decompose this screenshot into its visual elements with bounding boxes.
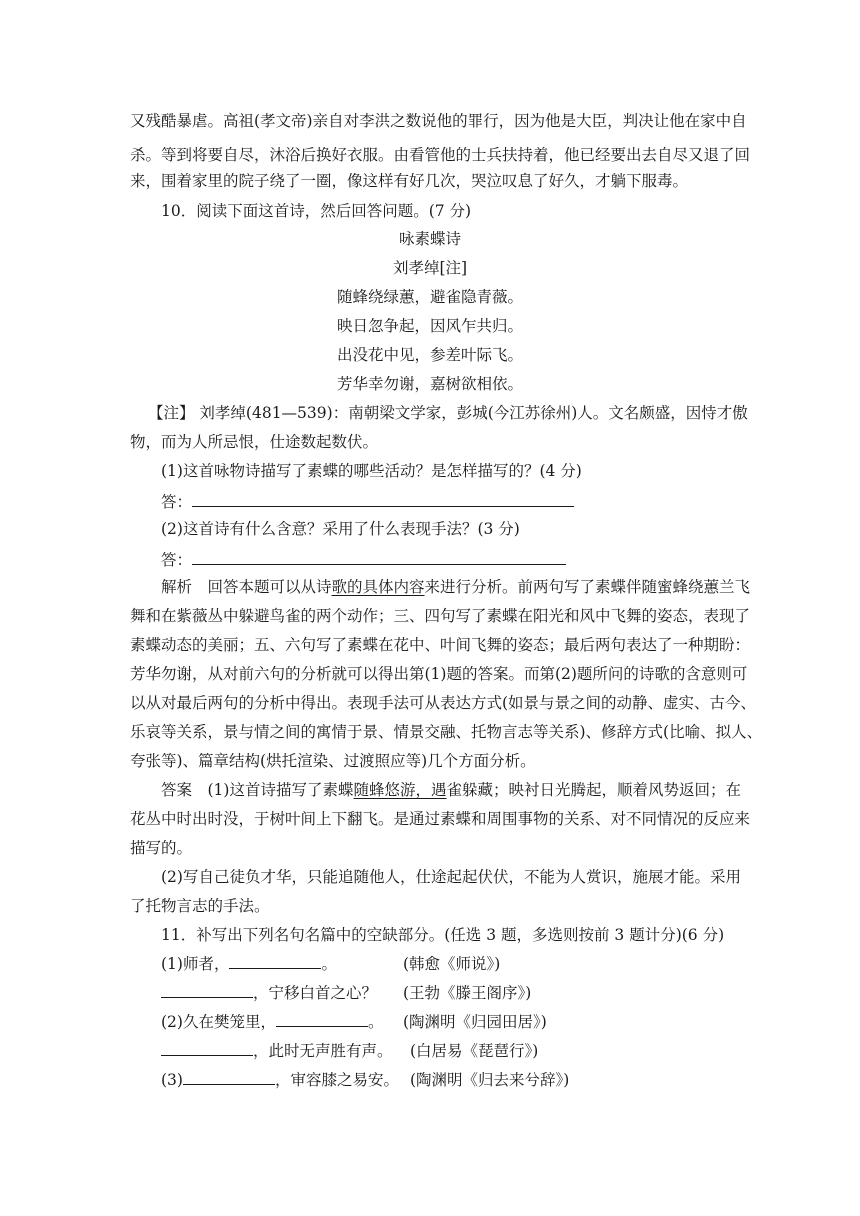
answer-text: 雀躲藏；映衬日光腾起，顺着风势返回；在 (446, 781, 741, 799)
q11-title: 11．补写出下列名句名篇中的空缺部分。(任选 3 题，多选则按前 3 题计分)(6 分) (161, 926, 725, 944)
item-post: ，审容膝之易安。 (274, 1071, 399, 1089)
q10-answer-1 (161, 490, 731, 512)
analysis-line-2: 舞和在紫薇丛中躲避鸟雀的两个动作；三、四句写了素蝶在阳光和风中飞舞的姿态，表现了 (130, 607, 751, 625)
answer-line-3: 描写的。 (130, 839, 193, 857)
item-pre: (2)久在樊笼里， (161, 1013, 276, 1031)
poem-line-3: 出没花中见，参差叶际飞。 (336, 346, 523, 364)
analysis-line-4: 芳华勿谢，从对前六句的分析就可以得出第(1)题的答案。而第(2)题所问的诗歌的含意则可 (130, 665, 748, 683)
intro-line-2: 杀。等到将要自尽，沐浴后换好衣服。由看管他的士兵扶持着，他已经要出去自尽又退了回 (130, 146, 751, 164)
poem-line-4: 芳华幸勿谢，嘉树欲相依。 (336, 375, 523, 393)
answer-label: 答： (161, 551, 193, 569)
item-post: ，宁移白首之心？ (253, 984, 378, 1002)
fill-blank[interactable] (229, 954, 321, 969)
answer-blank-2[interactable] (192, 548, 566, 565)
answer-line-1 (161, 780, 741, 800)
poem-author: 刘孝绰[注] (392, 259, 468, 277)
q10-sub1: (1)这首咏物诗描写了素蝶的哪些活动？是怎样描写的？(4 分) (161, 462, 582, 480)
analysis-line-3: 素蝶动态的美丽；五、六句写了素蝶在花中、叶间飞舞的姿态；最后两句表达了一种期盼： (130, 636, 751, 654)
answer-underlined: 随蜂悠游，遇 (353, 781, 447, 799)
intro-line-1: 又残酷暴虐。高祖(孝文帝)亲自对李洪之数说他的罪行，因为他是大臣，判决让他在家中自 (130, 112, 747, 130)
item-pre: (3) (161, 1071, 183, 1089)
q10-title: 10．阅读下面这首诗，然后回答问题。(7 分) (161, 202, 472, 220)
analysis-line-6: 乐哀等关系，景与情之间的寓情于景、情景交融、托物言志等关系)、修辞方式(比喻、拟人、 (130, 723, 763, 741)
note-line-2: 物，而为人所忌恨，仕途数起数伏。 (130, 433, 379, 451)
q10-answer-2 (161, 548, 731, 570)
answer-line-5: 了托物言志的手法。 (130, 897, 270, 915)
q11-source-1: (韩愈《师说》) (403, 955, 501, 973)
answer-line-2: 花丛中时出时没，于树叶间上下翻飞。是通过素蝶和周围事物的关系、对不同情况的反应来 (130, 810, 751, 828)
q11-source-5: (陶渊明《归去来兮辞》) (410, 1071, 570, 1089)
intro-line-3: 来，围着家里的院子绕了一圈，像这样有好几次，哭泣叹息了好久，才躺下服毒。 (130, 172, 689, 190)
q11-source-4: (白居易《琵琶行》) (410, 1042, 539, 1060)
item-pre: (1)师者， (161, 955, 230, 973)
item-post: 。 (367, 1013, 384, 1031)
item-post: ，此时无声胜有声。 (253, 1042, 393, 1060)
poem-title: 咏素蝶诗 (398, 230, 461, 248)
item-post: 。 (321, 955, 337, 973)
q11-source-2: (王勃《滕王阁序》) (403, 984, 532, 1002)
analysis-text: 来进行分析。前两句写了素蝶伴随蜜蜂绕蕙兰飞 (424, 578, 751, 596)
q11-source-3: (陶渊明《归园田居》) (403, 1013, 547, 1031)
analysis-text: 解析 回答本题可以从诗 (161, 578, 332, 596)
fill-blank[interactable] (276, 1012, 368, 1027)
answer-blank-1[interactable] (192, 490, 574, 507)
answer-line-4: (2)写自己徒负才华，只能追随他人，仕途起起伏伏，不能为人赏识，施展才能。采用 (161, 868, 741, 886)
answer-label: 答： (161, 493, 193, 511)
q10-sub2: (2)这首诗有什么含意？采用了什么表现手法？(3 分) (161, 520, 520, 538)
analysis-underlined: 歌的具体内容 (331, 578, 425, 596)
answer-text: 答案 (1)这首诗描写了素蝶 (161, 781, 354, 799)
analysis-line-1 (161, 577, 751, 597)
note-line-1: 【注】 刘孝绰(481—539)：南朝梁文学家，彭城(今江苏徐州)人。文名颇盛，因恃才傲 (148, 404, 748, 422)
fill-blank[interactable] (161, 1041, 253, 1056)
fill-blank[interactable] (183, 1070, 275, 1085)
poem-line-2: 映日忽争起，因风乍共归。 (336, 317, 523, 335)
analysis-line-5: 以从对最后两句的分析中得出。表现手法可从表达方式(如景与景之间的动静、虚实、古今、 (130, 694, 757, 712)
analysis-line-7: 夸张等)、篇章结构(烘托渲染、过渡照应等)几个方面分析。 (130, 752, 536, 770)
fill-blank[interactable] (161, 983, 253, 998)
poem-line-1: 随蜂绕绿蕙，避雀隐青薇。 (336, 288, 523, 306)
